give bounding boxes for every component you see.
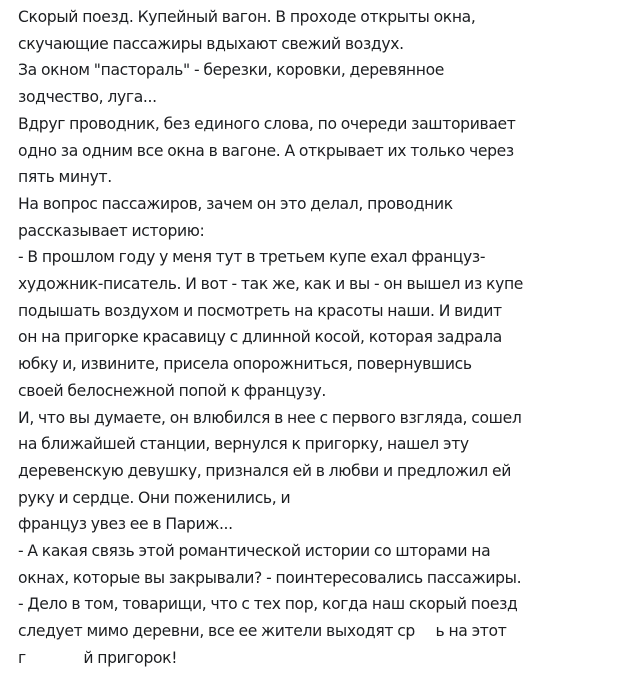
text-line: Скорый поезд. Купейный вагон. В проходе открыты окна,: [18, 8, 476, 26]
text-line: своей белоснежной попой к французу.: [18, 381, 326, 400]
text-line: юбку и, извините, присела опорожниться, повернувшись: [18, 355, 472, 374]
text-line: деревенскую девушку, признался ей в любви и предложил ей: [18, 461, 512, 480]
text-line: На вопрос пассажиров, зачем он это делал, проводник: [18, 194, 453, 213]
text-line: окнах, которые вы закрывали? - поинтересовались пассажиры.: [18, 568, 522, 587]
text-line: И, что вы думаете, он влюбился в нее с первого взгляда, сошел: [18, 408, 522, 427]
text-line: Вдруг проводник, без единого слова, по очереди зашторивает: [18, 114, 516, 133]
text-line: он на пригорке красавицу с длинной косой, которая задрала: [18, 328, 502, 347]
text-line: За окном "пастораль" - березки, коровки, деревянное: [18, 61, 445, 80]
text-line: художник-писатель. И вот - так же, как и вы - он вышел из купе: [18, 275, 524, 294]
text-line: на ближайшей станции, вернулся к пригорку, нашел эту: [18, 435, 469, 454]
text-line: - В прошлом году у меня тут в третьем купе ехал француз-: [18, 248, 486, 267]
text-line: подышать воздухом и посмотреть на красоты наши. И видит: [18, 301, 502, 320]
text-line: г й пригорок!: [18, 648, 178, 667]
text-line: следует мимо деревни, все ее жители выходят ср ь на этот: [18, 622, 507, 641]
text-line: - А какая связь этой романтической истории со шторами на: [18, 542, 491, 561]
text-line: руку и сердце. Они поженились, и: [18, 488, 291, 507]
text-line: скучающие пассажиры вдыхают свежий воздух.: [18, 34, 404, 53]
text-line: француз увез ее в Париж...: [18, 515, 233, 534]
text-line: рассказывает историю:: [18, 221, 205, 240]
text-line: одно за одним все окна в вагоне. А открывает их только через: [18, 141, 514, 160]
text-line: зодчество, луга...: [18, 88, 157, 107]
post-text: [18, 4, 628, 672]
text-line: пять минут.: [18, 168, 112, 187]
text-line: - Дело в том, товарищи, что с тех пор, когда наш скорый поезд: [18, 595, 518, 614]
